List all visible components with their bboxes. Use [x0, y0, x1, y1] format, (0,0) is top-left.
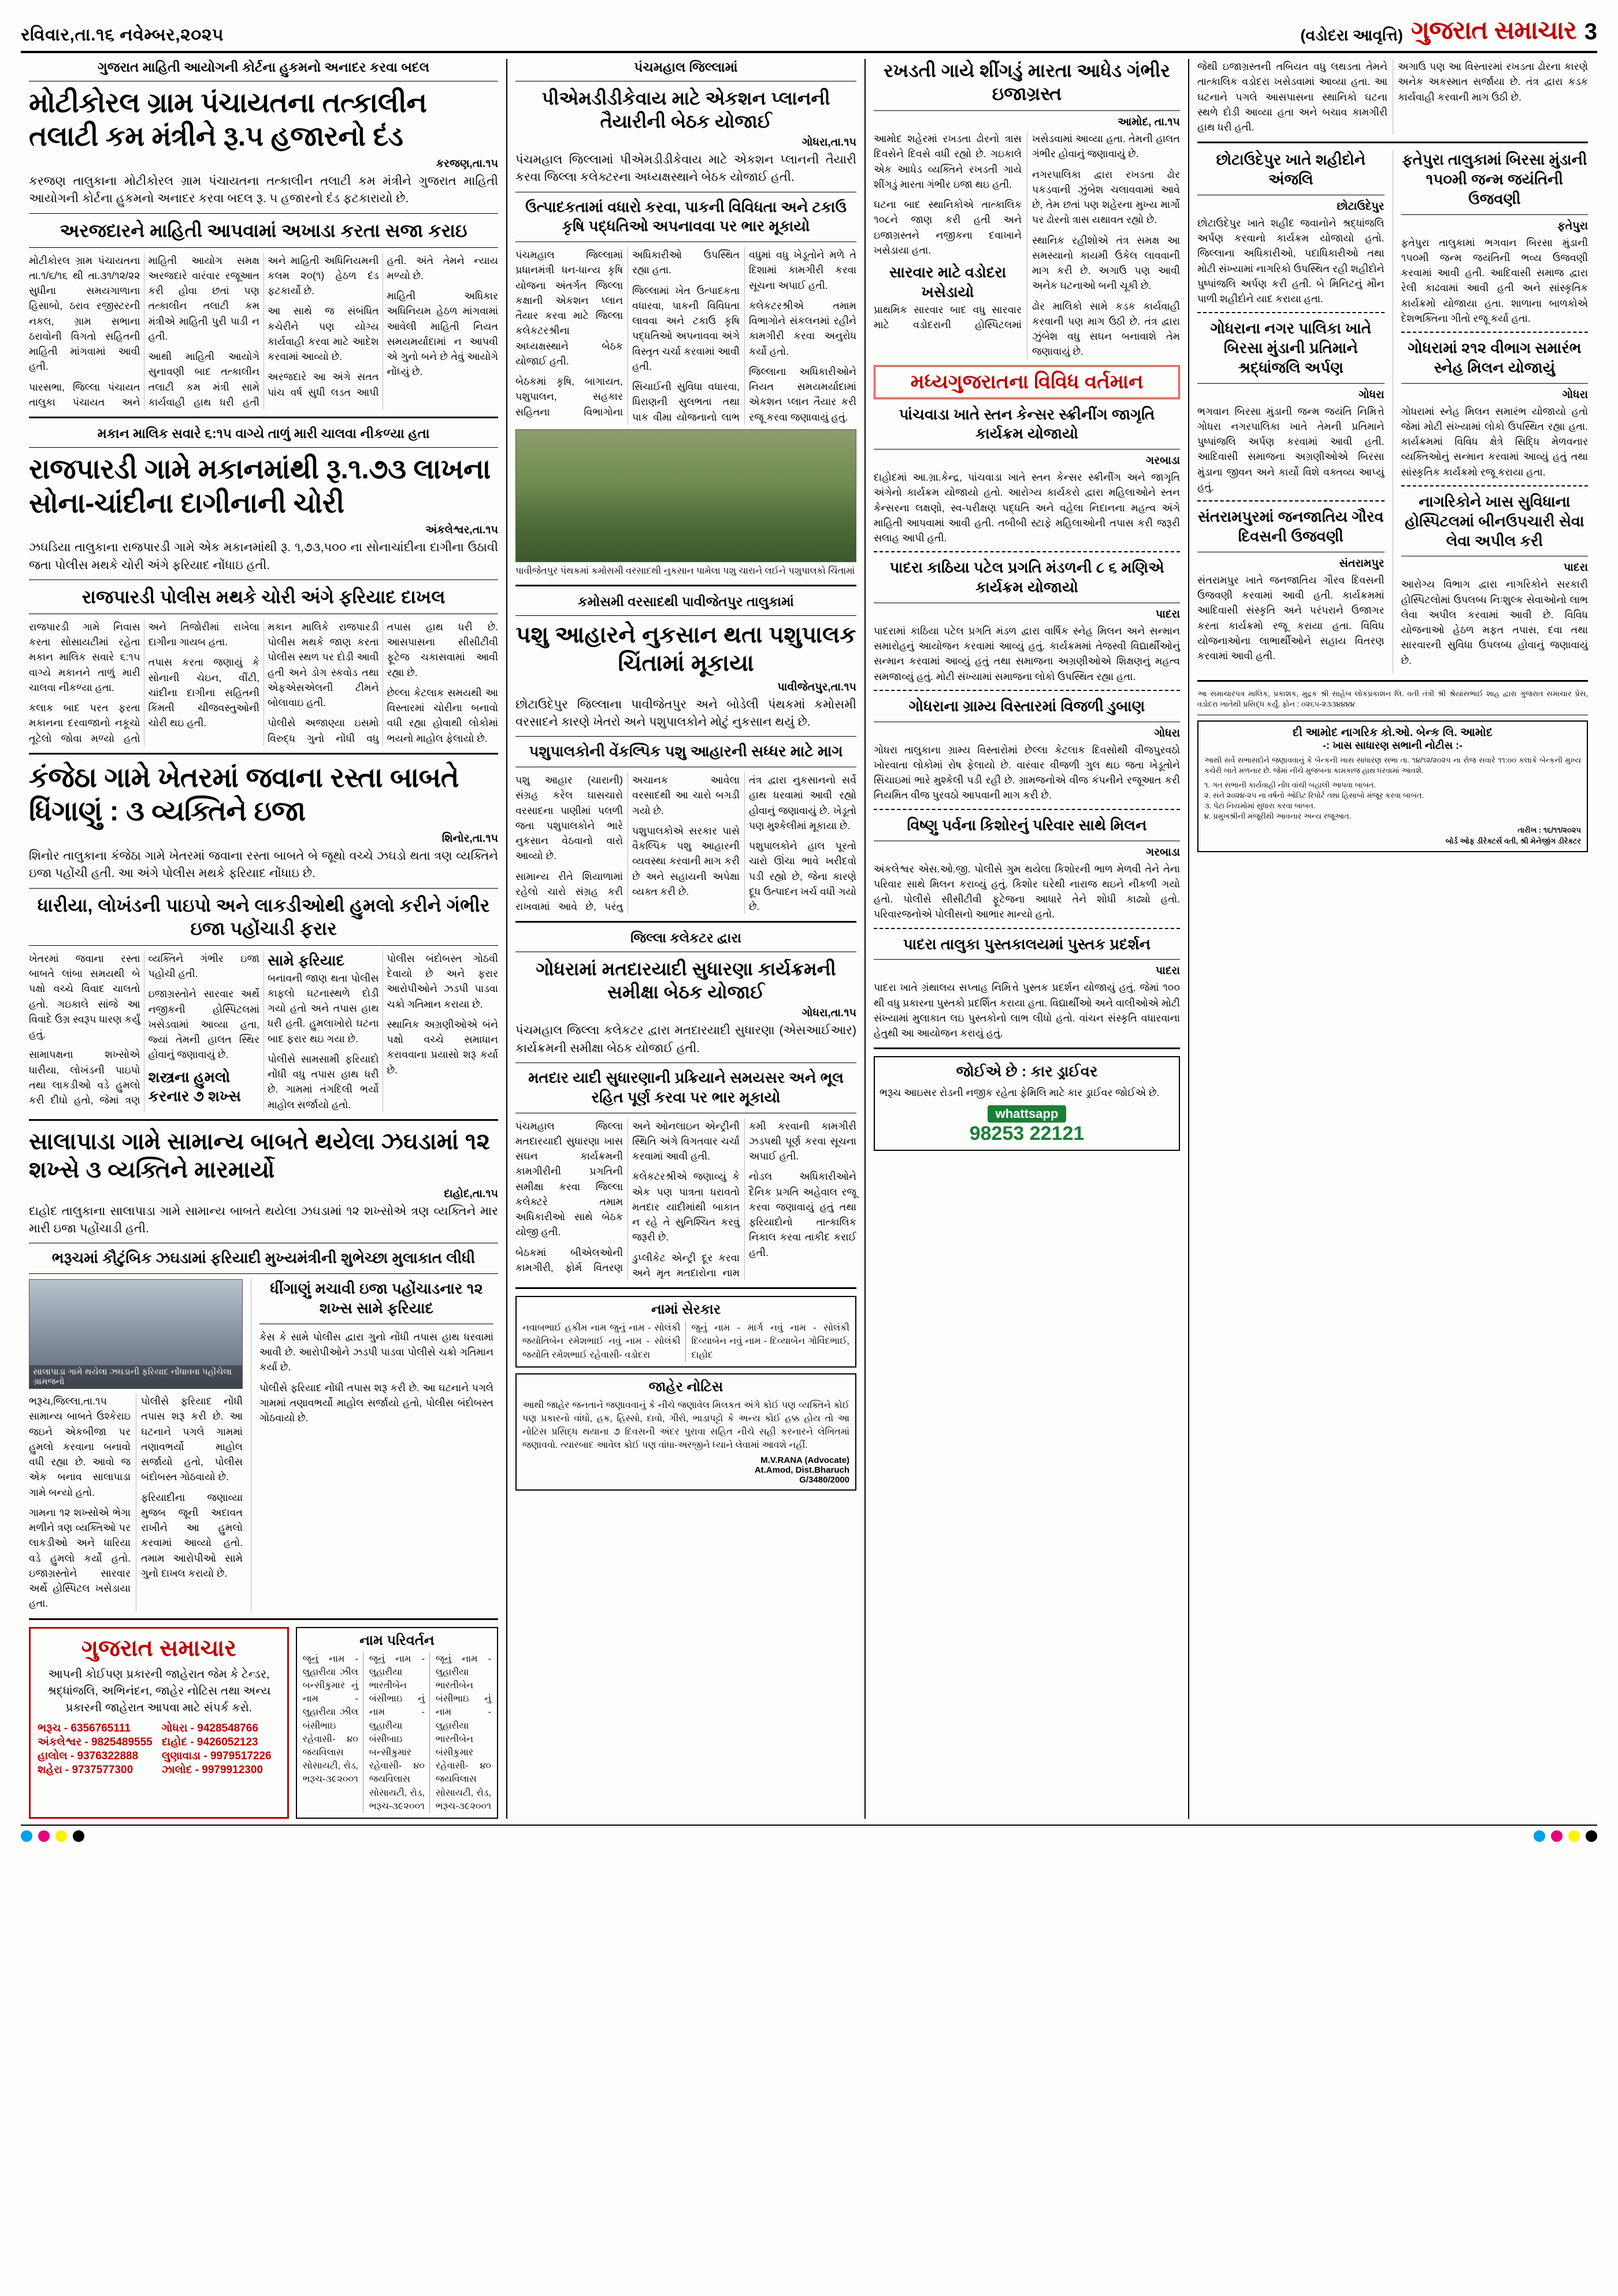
article-cow-attack-continued: [1197, 59, 1588, 135]
article-standfirst: શિનોર તાલુકાના કંજેઠા ગામે ખેતરમાં જવાના રસ્તા બાબતે બે જૂથો વચ્ચે ઝઘડો થતા ત્રણ વ્યક્તિને ઇજા પહોંચી હતી. આ અંગે પોલીસ મથકે ફરિયાદ નોંધાઇ છે.: [29, 849, 498, 880]
article-body: [29, 619, 498, 746]
paragraph: આથી માહિતી આયોગે સુનાવણી બાદ તત્કાલીન તલાટી કમ મંત્રી સામે કાર્યવાહી હાથ ધરી હતી અને માહિતી અધિનિયમની કલમ ૨૦(૧) હેઠળ દંડ ફટકાર્યો છે.: [148, 254, 379, 408]
article-kicker: ગુજરાત માહિતી આયોગની કોર્ટના હુકમનો અનાદર કરવા બદલ: [97, 60, 430, 75]
paragraph: પોલીસે અજાણ્યા ઇસમો વિરુદ્ધ ગુનો નોંધી વધુ તપાસ હાથ ધરી છે. આસપાસના સીસીટીવી ફૂટેજ ચકાસવામાં આવી રહ્યા છે.: [268, 621, 498, 744]
bank-notice-subtitle: -: ખાસ સાધારણ સભાની નોટીસ :-: [1322, 740, 1463, 752]
paragraph: કલાક બાદ પરત ફરતા મકાનના દરવાજાનો નકૂચો તૂટેલો જોવા મળ્યો હતો અને તિજોરીમાં રાખેલા દાગીના ગાયબ હતા.: [29, 621, 259, 744]
cmyk-dot-yellow: [55, 1830, 67, 1842]
article-headline: સાલાપાડા ગામે સામાન્ય બાબતે થયેલા ઝઘડામાં ૧૨ શખ્સે ૩ વ્યક્તિને મારમાર્યો: [29, 1128, 490, 1183]
brief-headline: ગોધરાના નગર પાલિકા ખાતે બિરસા મુંડાની પ્રતિમાને શ્રદ્ધાંજલિ અર્પણ: [1210, 319, 1372, 376]
article-standfirst: દાહોદ તાલુકાના સાલાપાડા ગામે સામાન્ય બાબતે થયેલા ઝઘડામાં ૧૨ શખ્સોએ ત્રણ વ્યક્તિને માર મારી ઇજા પહોંચાડી હતી.: [29, 1204, 498, 1235]
bank-notice-sign: બોર્ડ ઓફ ડીરેક્ટર્સ વતી, શ્રી મેનેજીંગ ડીરેક્ટર: [1445, 836, 1581, 845]
ad-phone[interactable]: હાલોલ - 9376322888: [38, 1749, 139, 1762]
paragraph: પંચમહાલ જિલ્લામાં પ્રધાનમંત્રી ધન-ધાન્ય કૃષિ યોજના અંતર્ગત જિલ્લા કક્ષાની એકશન પ્લાન તૈયાર કરવા માટે જિલ્લા કલેકટરશ્રીના અધ્યક્ષસ્થાને બેઠક યોજાઈ હતી.: [515, 249, 623, 367]
brief-body: ગોધરામાં સ્નેહ મિલન સમારંભ યોજાયો હતો જેમાં મોટી સંખ્યામાં લોકો ઉપસ્થિત રહ્યા હતા. કાર્યક્રમમાં વિવિધ ક્ષેત્રે સિદ્ધિ મેળવનાર વ્યક્તિઓનું સન્માન કરવામાં આવ્યું હતું તથા સાંસ્કૃતિક કાર્યક્રમો રજૂ કરાયા હતા.: [1401, 405, 1588, 478]
brief-dateline: ફતેપુરા: [1557, 220, 1588, 232]
article-headline: કંજેઠા ગામે ખેતરમાં જવાના રસ્તા બાબતે ધિંગાણું : ૩ વ્યક્તિને ઇજા: [29, 762, 459, 827]
paragraph: તપાસ કરતા જણાયું કે સોનાની ચેઇન, વીંટી, ચાંદીના દાગીના સહિતની કિંમતી ચીજવસ્તુઓની ચોરી થઇ હતી.: [148, 656, 259, 729]
article-voter-roll-review: [515, 930, 856, 1280]
name-correction-box: [515, 1296, 856, 1368]
article-rajpardi-theft: [29, 425, 498, 746]
ad-phone[interactable]: લુણાવાડા - 9979517226: [161, 1749, 272, 1762]
paragraph: પોલીસે સામસામી ફરિયાદો નોંધી વધુ તપાસ હાથ ધરી છે. ગામમાં તંગદિલી ભર્યો માહોલ સર્જાયો હતો.: [268, 1053, 379, 1110]
brief-dateline: પાદરા: [1155, 608, 1180, 621]
bank-notice-title: દી આમોદ નાગરિક કો.ઓ. બેન્ક લિ. આમોદ: [1292, 726, 1493, 740]
brief-dateline: ગરબાડા: [1146, 846, 1180, 859]
paragraph: આ સાથે જ સંબંધિત કચેરીને પણ યોગ્ય કાર્યવાહી કરવા માટે આદેશ કરવામાં આવ્યો છે.: [268, 305, 379, 363]
name-change-entry: જૂનું નામ - લુહારીયા ભારતીબેન બંસીભાઇ નું નામ - લુહારીયા ભારતીબેન બંસીકુમાર રહેવાસી- ૪૦ જયવિલાસ સોસાયટી, રોડ, ભરૂચ-૩૯૨૦૦૧: [435, 1654, 491, 1811]
article-body: [874, 131, 1180, 359]
whatsapp-badge[interactable]: whattsapp: [988, 1105, 1067, 1123]
public-notice-title: જાહેર નોટિસ: [648, 1379, 723, 1395]
article-body: [29, 253, 498, 410]
article-dateline: અંકલેશ્વર,તા.૧૫: [425, 524, 498, 537]
article-sidebar: [251, 1279, 493, 1611]
article-cow-attack: [874, 59, 1180, 359]
paragraph: બેઠકમાં બીએલઓની કામગીરી, ફોર્મ વિતરણ અને ઓનલાઇન એન્ટ્રીની સ્થિતિ અંગે વિગતવાર ચર્ચા કરવામાં આવી હતી.: [515, 1120, 740, 1273]
article-kicker: કમોસમી વરસાદથી પાવીજેતપુર તાલુકામાં: [578, 594, 794, 610]
ad-phone[interactable]: દાહોદ - 9426052123: [161, 1736, 258, 1748]
classified-title: જોઈએ છે : કાર ડ્રાઈવર: [956, 1062, 1098, 1080]
page-number: 3: [1584, 19, 1597, 44]
brief-headline: પાદરા તાલુકા પુસ્તકાલયમાં પુસ્તક પ્રદર્શન: [903, 935, 1151, 953]
article-headline: રાજપારડી ગામે મકાનમાંથી રૂ.૧.૭૩ લાખના સોના-ચાંદીના દાગીનાની ચોરી: [29, 454, 491, 519]
paragraph: મકાન માલિકે રાજપારડી પોલીસ મથકે જાણ કરતા પોલીસ સ્થળ પર દોડી આવી હતી અને ડોગ સ્કવોડ તથા એફએસએલની ટીમને બોલાવાઇ હતી.: [268, 621, 379, 709]
brief-grid: [1197, 150, 1588, 673]
brief-list: [874, 405, 1180, 1041]
brief-headline: છોટાઉદેપુર ખાતે શહીદોને અંજલિ: [1216, 151, 1365, 188]
paragraph: મોટીકોરલ ગ્રામ પંચાયતના તા.૧/૬/૧૬ થી તા.૩૧/૧૨/૨૨ સુધીના સમયગાળાના હિસાબો, ઠરાવ રજીસ્ટરની નકલ, ગ્રામ સભાના ઠરાવોની વિગતો સહિતની માહિતી માંગવામાં આવી હતી.: [29, 254, 140, 373]
paragraph: ઢોર માલિકો સામે કડક કાર્યવાહી કરવાની પણ માગ ઉઠી છે. તંત્ર દ્વારા ઝુંબેશ વધુ સઘન બનાવાશે તેમ જણાવાયું છે.: [1032, 300, 1180, 358]
article-subhead: ભરૂચમાં કૌટુંબિક ઝઘડામાં ફરિયાદી મુખ્યમંત્રીની શુભેચ્છા મુલાકાત લીધી: [51, 1249, 476, 1267]
cmyk-dot-cyan: [21, 1830, 32, 1842]
brief-headline: ફતેપુરા તાલુકામાં બિરસા મુંડાની ૧૫૦મી જન્મ જયંતિની ઉજવણી: [1402, 151, 1587, 207]
article-subhead: રાજપારડી પોલીસ મથકે ચોરી અંગે ફરિયાદ દાખલ: [81, 586, 446, 607]
article-subhead: ધારીયા, લોખંડની પાઇપો અને લાકડીઓથી હુમલો કરીને ગંભીર ઇજા પહોંચાડી ફરાર: [37, 894, 490, 939]
brief-body: સંતરામપુર ખાતે જનજાતિય ગૌરવ દિવસની ઉજવણી કરવામાં આવી હતી. કાર્યક્રમમાં આદિવાસી સંસ્કૃતિ અને પરંપરાને ઉજાગર કરતા કાર્યક્રમો રજૂ કરાયા હતા. વિવિધ યોજનાઓના લાભાર્થીઓને સહાય વિતરણ કરવામાં આવી હતી.: [1197, 574, 1385, 662]
paragraph: જિલ્લાના અધિકારીઓને નિયત સમયમર્યાદામાં એકશન પ્લાન તૈયાર કરી રજૂ કરવા જણાવાયું હતું.: [749, 365, 856, 423]
column-2: [506, 59, 864, 1819]
bank-notice-item: ૪. પ્રમુખશ્રીની મંજૂરીથી આવનાર અન્ય રજૂઆત.: [1204, 812, 1352, 821]
publisher-imprint: આ સમાચારપત્ર માલિક, પ્રકાશક, મુદ્રક શ્રી સાહેબ લોકપ્રકાશન લિ. વતી તંત્રી શ્રી શ્રેયાંસભાઈ શાહ દ્વારા ગુજરાત સમાચાર પ્રેસ, વડોદરા ખાતેથી પ્રસિદ્ધ કર્યું. ફોન : ૦૨૬૫-૨૩૩૪૪૪૪: [1197, 689, 1588, 709]
paragraph: પોલીસે ફરિયાદ નોંધી તપાસ શરૂ કરી છે. આ ઘટનાને પગલે ગામમાં તણાવભર્યો માહોલ સર્જાયો હતો, પોલીસ બંદોબસ્ત ગોઠવાયો છે.: [141, 1395, 243, 1483]
brief-body: ગોધરા તાલુકાના ગ્રામ્ય વિસ્તારોમાં છેલ્લા કેટલાક દિવસોથી વીજપુરવઠો ખોરવાતા લોકોમાં રોષ ફેલાયો છે. વારંવાર વીજળી ગુલ થઇ જતા ખેડૂતોને સિંચાઇમાં ભારે મુશ્કેલી પડી રહી છે. ગ્રામજનોએ વીજ કંપનીને રજૂઆત કરી નિયમિત વીજ પુરવઠો આપવાની માગ કરી છે.: [874, 744, 1180, 801]
brief-dateline: ગોધરા: [1359, 388, 1385, 401]
ad-text: આપની કોઈપણ પ્રકારની જાહેરાત જેમ કે ટેન્ડર, શ્રદ્ધાંજલિ, અભિનંદન, જાહેર નોટિસ તથા અન્ય પ્રકારની જાહેરાત આપવા માટે સંપર્ક કરો.: [47, 1667, 271, 1714]
name-change-notices: [296, 1627, 498, 1819]
paragraph: બનાવની જાણ થતા પોલીસ કાફલો ઘટનાસ્થળે દોડી ગયો હતો અને તપાસ હાથ ધરી હતી. હુમલાખોરો ઘટના બાદ ફરાર થઇ ગયા છે.: [268, 972, 379, 1045]
masthead-edition: (વડોદરા આવૃત્તિ): [1300, 27, 1403, 44]
paragraph: ડુપ્લીકેટ એન્ટ્રી દૂર કરવા અને મૃત મતદારોના નામ કમી કરવાની કામગીરી ઝડપથી પૂર્ણ કરવા સૂચના અપાઈ હતી.: [632, 1120, 856, 1279]
paragraph: છેલ્લા કેટલાક સમયથી આ વિસ્તારમાં ચોરીના બનાવો વધી રહ્યા હોવાથી લોકોમાં ભયનો માહોલ ફેલાયો છે.: [387, 686, 498, 744]
section-banner-madhyagujarat: મધ્યગુજરાતના વિવિધ વર્તમાન: [874, 365, 1180, 399]
article-subhead: પશુપાલકોની વેંકલ્પિક પશુ આહારની સધ્ધર માટે માગ: [529, 742, 843, 760]
paragraph: આમોદ શહેરમાં રખડતા ઢોરનો ત્રાસ દિવસેને દિવસે વધી રહ્યો છે. ગઇકાલે એક આધેડ વ્યક્તિને રખડતી ગાયે શીંગડું મારતા ગંભીર ઇજા થઇ હતી.: [874, 133, 1022, 190]
article-body: [515, 1119, 856, 1281]
masthead: [21, 16, 1597, 53]
cmyk-dot-black: [73, 1830, 84, 1842]
brief-headline: ગોધરાના ગ્રામ્ય વિસ્તારમાં વિજળી ડુબાણ: [908, 697, 1145, 715]
news-brief: [874, 935, 1180, 1041]
column-3: [864, 59, 1188, 1819]
ad-phone[interactable]: ગોધરા - 9428548766: [161, 1722, 258, 1734]
brief-dateline: ગોધરા: [1562, 388, 1588, 401]
article-standfirst: ઝઘડિયા તાલુકાના રાજપારડી ગામે એક મકાનમાંથી રૂ. ૧,૭૩,૫૦૦ ના સોનાચાંદીના દાગીના ઉઠાવી જતા પોલીસ મથકે ચોરી અંગે ફરિયાદ નોંધાઇ હતી.: [29, 541, 498, 572]
cmyk-dot-cyan: [1534, 1830, 1545, 1842]
name-change-entry: જૂનું નામ - લુહારીયા ભારતીબેન બંસીભાઇ નું નામ - લુહારીયા બંસીબાઇ બન્સીકુમાર રહેવાસી- ૪૦ જયવિલાસ સોસાયટી, રોડ, ભરૂચ-૩૯૨૦૦૧: [369, 1652, 430, 1813]
registration-marks-right: [1534, 1830, 1597, 1842]
article-headline: રખડતી ગાયે શીંગડું મારતા આધેડ ગંભીર ઇજાગ્રસ્ત: [884, 60, 1170, 104]
ad-phone[interactable]: ભરૂચ - 6356765111: [38, 1722, 131, 1734]
brief-dateline: ગોધરા: [1154, 727, 1180, 740]
column-4: [1188, 59, 1596, 1819]
news-brief: [1401, 339, 1589, 480]
paragraph: અરજદારે આ અંગે સતત પાંચ વર્ષ સુધી લડત આપી હતી. અંતે તેમને ન્યાય મળ્યો છે.: [268, 254, 498, 398]
article-cattle-fodder-loss: [515, 593, 856, 914]
article-dateline: કરજણ,તા.૧૫: [436, 157, 498, 170]
article-headline: પશુ આહારને નુકસાન થતા પશુપાલક ચિંતામાં મૂકાયા: [515, 622, 856, 676]
paragraph: સામાન્ય રીતે શિયાળામાં રહેલો ચારો સંગ્રહ કરી રાખવામાં આવે છે, પરંતુ અચાનક આવેલા વરસાદથી આ ચારો બગડી ગયો છે.: [515, 774, 740, 913]
advertisement-contact[interactable]: [29, 1627, 289, 1819]
paragraph: સ્થાનિક અગ્રણીઓએ બંને પક્ષો વચ્ચે સમાધાન કરાવવાના પ્રયાસો શરૂ કર્યા છે.: [387, 1018, 498, 1076]
article-subhead-2: શસ્ત્રના હુમલો કરનાર ૭ શખ્સ સામે ફરિયાદ: [148, 951, 345, 1105]
paragraph: પશુપાલકોએ સરકાર પાસે વૈકલ્પિક પશુ આહારની વ્યવસ્થા કરવાની માગ કરી છે અને સહાયની અપેક્ષા વ્યક્ત કરી છે.: [632, 824, 740, 897]
article-kanjetha-clash: [29, 761, 498, 1112]
ad-phone[interactable]: અંકલેશ્વર - 9825489555: [38, 1736, 153, 1748]
bank-notice-item: ૩. પેટા નિયમોમાં સુધારા કરવા બાબત.: [1204, 801, 1316, 810]
news-brief: [874, 405, 1180, 546]
notice-signature-name: M.V.RANA (Advocate): [760, 1455, 849, 1466]
public-notice-body: આથી જાહેર જનતાને જણાવવાનું કે નીચે જણાવેલ મિલકત અંગે કોઈ પણ વ્યક્તિને કોઈ પણ પ્રકારનો વાંધો, હક, હિસ્સો, દાવો, ગીરો, ભાડાપટ્ટો કે અન્ય કોઈ હક્ક હોય તો આ નોટિસ પ્રસિદ્ધ થયાના ૭ દિવસની અંદર પુરાવા સહિત નીચે સહી કરનારને લેખિતમાં જણાવવો. ત્યારબાદ આવેલ કોઈ પણ વાંધા-અરજીને ધ્યાને લેવામાં આવશે નહીં.: [522, 1400, 849, 1451]
name-correction-title: નામાં સેરકાર: [651, 1302, 721, 1318]
masthead-date: રવિવાર,તા.૧૬ નવેમ્બર,૨૦૨૫: [21, 25, 224, 44]
paragraph: સિંચાઈની સુવિધા વધારવા, ધિરાણની સુલભતા તથા પાક વીમા યોજનાનો લાભ વધુમાં વધુ ખેડૂતોને મળે તે દિશામાં કામગીરી કરવા સૂચના અપાઈ હતી.: [632, 249, 856, 423]
paragraph: રાજપારડી ગામે નિવાસ કરતા સોસાયટીમાં રહેતા મકાન માલિક સવારે ૬:૧૫ વાગ્યે મકાનને તાળું મારી ચાલવા નીકળ્યા હતા.: [29, 621, 140, 693]
paragraph: પશુ આહાર (ચારાની) સંગ્રહ કરેલ ઘાસચારો વરસાદના પાણીમાં પલળી જતા પશુપાલકોને ભારે નુકસાન વેઠવાનો વારો આવ્યો છે.: [515, 774, 623, 862]
masthead-brand: ગુજરાત સમાચાર: [1411, 16, 1576, 44]
column-1: [21, 59, 506, 1819]
paragraph: પશુપાલકોને હાલ પૂરતો ચારો ઊંચા ભાવે ખરીદવો પડી રહ્યો છે, જેના કારણે દૂધ ઉત્પાદન ખર્ચ વધી ગયો છે.: [749, 840, 856, 913]
article-dateline: ગોધરા,તા.૧૫: [801, 1007, 856, 1020]
paragraph: નગરપાલિકા દ્વારા રખડતા ઢોર પકડવાની ઝુંબેશ ચલાવવામાં આવે છે, તેમ છતાં પણ શહેરના મુખ્ય માર્ગો પર ઢોરનો ત્રાસ યથાવત રહ્યો છે.: [1032, 168, 1180, 226]
classified-driver-wanted[interactable]: [874, 1056, 1180, 1151]
paragraph: ગામના ૧૨ શખ્સોએ ભેગા મળીને ત્રણ વ્યક્તિઓ પર લાકડીઓ અને ધારિયા વડે હુમલો કર્યો હતો. ઇજાગ્રસ્તોને સારવાર અર્થે હોસ્પિટલ ખસેડાયા હતા.: [29, 1506, 131, 1610]
article-subhead: મતદાર યાદી સુધારણાની પ્રક્રિયાને સમયસર અને ભૂલ રહિત પૂર્ણ કરવા પર ભાર મૂકાયો: [528, 1069, 844, 1106]
article-headline: મોટીકોરલ ગ્રામ પંચાયતના તત્કાલીન તલાટી કમ મંત્રીને રૂ.૫ હજારનો દંડ: [29, 87, 427, 153]
news-brief: [1197, 150, 1385, 306]
brief-dateline: સંતરામપુર: [1339, 557, 1385, 570]
photo-caption: સાલાપાડા ગામે થયેલા ઝઘડાની ફરિયાદ નોંધાવવા પહોંચેલા ગ્રામજનો: [29, 1365, 242, 1388]
notice-signature-ref: G/3480/2000: [799, 1475, 849, 1485]
brief-dateline: ગરબાડા: [1146, 455, 1180, 467]
news-brief: [874, 697, 1180, 803]
news-brief: [874, 558, 1180, 684]
paragraph: કલેકટરશ્રીએ જણાવ્યું કે એક પણ પાત્રતા ધરાવતો મતદાર યાદીમાંથી બાકાત ન રહે તે સુનિશ્ચિત કરવું જરૂરી છે.: [632, 1171, 740, 1243]
paragraph: કલેકટરશ્રીએ તમામ વિભાગોને સંકલનમાં રહીને કામગીરી કરવા અનુરોધ કર્યો હતો.: [749, 299, 856, 357]
article-body: [29, 1394, 243, 1611]
sidebar-headline: ધીંગાણું મચાવી ઇજા પહોંચાડનાર ૧૨ શખ્સ સામે ફરિયાદ: [270, 1280, 483, 1317]
article-subhead: અરજદારને માહિતી આપવામાં અખાડા કરતા સજા કરાઇ: [60, 220, 467, 241]
ad-phone[interactable]: ઝાલોદ - 9979912300: [161, 1763, 263, 1776]
brief-dateline: પાદરા: [1563, 562, 1588, 574]
cmyk-dot-magenta: [38, 1830, 50, 1842]
article-headline: ગોધરામાં મતદારયાદી સુધારણા કાર્યક્રમની સમીક્ષા બેઠક યોજાઈ: [536, 958, 836, 1003]
paragraph: જેથી ઇજાગ્રસ્તની તબિયત વધુ લથડતા તેમને તાત્કાલિક વડોદરા ખસેડવામાં આવ્યા હતા. આ ઘટનાને પગલે આસપાસના સ્થાનિકો ઘટના સ્થળે દોડી આવ્યા હતા અને બચાવ કામગીરી હાથ ધરી હતી.: [1197, 61, 1387, 133]
brief-body: પાદરામાં કાઠિયા પટેલ પ્રગતિ મંડળ દ્વારા વાર્ષિક સ્નેહ મિલન અને સન્માન સમારોહનું આયોજન કરવામાં આવ્યું હતું. કાર્યક્રમમાં તેજસ્વી વિદ્યાર્થીઓનું સન્માન કરવામાં આવ્યું હતું તથા સમાજના અગ્રણીઓએ શિક્ષણનું મહત્વ સમજાવ્યું હતું. મોટી સંખ્યામાં સમાજના લોકો ઉપસ્થિત રહ્યા હતા.: [874, 625, 1180, 682]
article-salapada-assault: [29, 1128, 498, 1611]
article-kicker: પંચમહાલ જિલ્લામાં: [634, 60, 738, 75]
article-dateline: પાવીજેતપુર,તા.૧૫: [777, 681, 856, 693]
registration-marks: [21, 1830, 84, 1842]
name-change-entry: જૂનું નામ - લુહારીયા ઝીલ બન્સીકુમાર નું નામ - લુહારીયા ઝીલ બંસીભાઇ રહેવાસી- ૪૦ જયવિલાસ સોસાયટી, રોડ, ભરૂચ-૩૯૨૦૦૧: [303, 1652, 363, 1813]
article-body: [515, 247, 856, 425]
article-body: [515, 772, 856, 914]
paragraph: ફરિયાદીના જણાવ્યા મુજબ જૂની અદાવત રાખીને આ હુમલો કરવામાં આવ્યો હતો. તમામ આરોપીઓ સામે ગુનો દાખલ કરાયો છે.: [141, 1491, 243, 1579]
brief-headline: પાદરા કાઠિયા પટેલ પ્રગતિ મંડળની ૮ ૬ મણિએ કાર્યક્રમ યોજાયો: [889, 559, 1164, 596]
article-standfirst: કરજણ તાલુકાના મોટીકોરલ ગ્રામ પંચાયતના તત્કાલીન તલાટી કમ મંત્રીને ગુજરાત માહિતી આયોગની કોર્ટના હુકમનો અનાદર કરવા બદલ રૂ. ૫ હજારનો દંડ ફટકારાયો છે.: [29, 174, 498, 206]
brief-body: ભગવાન બિરસા મુંડાની જન્મ જયંતિ નિમિત્તે ગોધરા નગરપાલિકા ખાતે તેમની પ્રતિમાને પુષ્પાંજલિ અર્પણ કરવામાં આવી હતી. આદિવાસી સમાજના અગ્રણીઓએ બિરસા મુંડાના જીવન અને કાર્યો વિશે વક્તવ્ય આપ્યું હતું.: [1197, 405, 1385, 493]
article-kicker: મકાન માલિક સવારે ૬:૧૫ વાગ્યે તાળું મારી ચાલવા નીકળ્યા હતા: [97, 426, 430, 441]
article-moticoral-fine: [29, 59, 498, 410]
paragraph: સ્થાનિક રહીશોએ તંત્ર સમક્ષ આ સમસ્યાનો કાયમી ઉકેલ લાવવાની માગ કરી છે. અગાઉ પણ આવી અનેક ઘટનાઓ બની ચૂકી છે.: [1032, 234, 1180, 292]
article-dateline: આમોદ, તા.૧૫: [1118, 116, 1180, 128]
name-correction-entry: નવાબભાઈ હકીમ નામ જુનું નામ - સોલંકી જયોતિબેન રમેશભાઈ નવું નામ - સોલંકી જયોતિ રમેશભાઈ રહેવાસી- વડોદરા: [522, 1321, 686, 1362]
news-brief: [1197, 507, 1385, 663]
bank-notice-item: ૧. ગત સભાની કાર્યવાહી નોંધ વાંચી બહાલી આપવા બાબત.: [1204, 780, 1376, 789]
cmyk-dot-magenta: [1551, 1830, 1563, 1842]
paragraph: તંત્ર દ્વારા નુકસાનનો સર્વે હાથ ધરવામાં આવી રહ્યો હોવાનું જણાવાયું છે. ખેડૂતો પણ મુશ્કેલીમાં મૂકાયા છે.: [749, 774, 856, 831]
article-standfirst: પંચમહાલ જિલ્લામાં પીએમડીડીકેવાય માટે એકશન પ્લાનની તૈયારી કરવા જિલ્લા કલેક્ટરના અધ્યક્ષસ્થાને બેઠક યોજાઈ હતી.: [515, 153, 856, 184]
article-standfirst: પંચમહાલ જિલ્લા કલેકટર દ્વારા મતદારયાદી સુધારણા (એસઆઈઆર) કાર્યક્રમની સમીક્ષા બેઠક યોજાઈ હતી.: [515, 1024, 856, 1055]
brief-headline: વિષ્ણુ પર્વના કિશોરનું પરિવાર સાથે મિલન: [907, 816, 1147, 834]
brief-body: પાદરા ખાતે ગ્રંથાલય સપ્તાહ નિમિત્તે પુસ્તક પ્રદર્શન યોજાયું હતું. જેમાં ૧૦૦ થી વધુ પ્રકારના પુસ્તકો પ્રદર્શિત કરાયા હતા. વિદ્યાર્થીઓ અને વાલીઓએ મોટી સંખ્યામાં મુલાકાત લઇ પુસ્તકોનો લાભ લીધો હતો. વાંચન સંસ્કૃતિ વધારવાના હેતુથી આ આયોજન કરાયું હતું.: [874, 982, 1180, 1039]
brief-headline: ગોધરામાં ૨૧૨ વીભાગ સમારંભ સ્નેહ મિલન યોજાયું: [1408, 339, 1582, 376]
brief-body: આરોગ્ય વિભાગ દ્વારા નાગરિકોને સરકારી હોસ્પિટલોમાં ઉપલબ્ધ નિઃશુલ્ક સેવાઓનો લાભ લેવા અપીલ કરવામાં આવી છે. વિવિધ યોજનાઓ હેઠળ મફત તપાસ, દવા તથા સારવારની સુવિધા ઉપલબ્ધ હોવાનું જણાવાયું છે.: [1401, 578, 1588, 666]
brief-body: અંકલેશ્વર એસ.ઓ.જી. પોલીસે ગુમ થયેલા કિશોરની ભાળ મેળવી તેને તેના પરિવાર સાથે મિલન કરાવ્યું હતું. કિશોર ઘરેથી નારાજ થઇને નીકળી ગયો હતો. પોલીસે સીસીટીવી ફૂટેજના આધારે તેને શોધી કાઢ્યો હતો. પરિવારજનોએ પોલીસનો આભાર માન્યો હતો.: [874, 863, 1180, 920]
whatsapp-number[interactable]: 98253 22121: [969, 1123, 1085, 1145]
paragraph: કેસ કે સામે પોલીસ દ્વારા ગુનો નોંધી તપાસ હાથ ધરવામાં આવી છે. આરોપીઓને ઝડપી પાડવા પોલીસે ચક્રો ગતિમાન કર્યા છે.: [259, 1331, 493, 1373]
paragraph: ઇજાગ્રસ્તોને સારવાર અર્થે નજીકની હોસ્પિટલમાં ખસેડવામાં આવ્યા હતા, જ્યાં તેમની હાલત સ્થિર હોવાનું જણાવાયું છે.: [148, 988, 259, 1061]
paragraph: પોલીસ બંદોબસ્ત ગોઠવી દેવાયો છે અને ફરાર આરોપીઓને ઝડપી પાડવા ચક્રો ગતિમાન કરાયા છે.: [387, 952, 498, 1010]
cmyk-dot-black: [1586, 1830, 1597, 1842]
cmyk-dot-yellow: [1568, 1830, 1580, 1842]
paragraph: પારસભા, જિલ્લા પંચાયત તાલુકા પંચાયત અને માહિતી આયોગ સમક્ષ અરજદારે વારંવાર રજૂઆત કરી હોવા છતાં પણ તત્કાલીન તલાટી કમ મંત્રીએ માહિતી પુરી પાડી ન હતી.: [29, 254, 259, 408]
brief-dateline: છોટાઉદેપુર: [1337, 200, 1385, 213]
paragraph: નોડલ અધિકારીઓને દૈનિક પ્રગતિ અહેવાલ રજૂ કરવા જણાવાયું હતું તથા ફરિયાદોનો તાત્કાલિક નિકાલ કરવા તાકીદ કરાઈ હતી.: [749, 1171, 856, 1258]
name-change-title: નામ પરિવર્તન: [359, 1632, 435, 1648]
article-standfirst: છોટાઉદેપુર જિલ્લાના પાવીજેતપુર અને બોડેલી પંથકમાં કમોસમી વરસાદને કારણે ખેતરો અને પશુપાલકોને મોટું નુકસાન થયું છે.: [515, 697, 856, 729]
news-brief: [1401, 492, 1589, 668]
article-body: [29, 951, 498, 1112]
bank-notice-item: ૨. સને ૨૦૨૪-૨૫ ના વર્ષનો ઓડિટ રિપોર્ટ તથા હિસાબો મંજૂર કરવા બાબત.: [1204, 790, 1424, 800]
notice-signature-address: At.Amod, Dist.Bharuch: [754, 1465, 849, 1476]
paragraph: બેઠકમાં કૃષિ, બાગાયત, પશુપાલન, સહકાર સહિતના વિભાગોના અધિકારીઓ ઉપસ્થિત રહ્યા હતા.: [515, 249, 740, 418]
brief-body: ફતેપુરા તાલુકામાં ભગવાન બિરસા મુંડાની ૧૫૦મી જન્મ જયંતિની ભવ્ય ઉજવણી કરવામાં આવી હતી. આદિવાસી સમાજ દ્વારા રેલી કાઢવામાં આવી હતી અને સાંસ્કૃતિક કાર્યક્રમો યોજાયા હતા. શાળાના બાળકોએ દેશભક્તિના ગીતો રજૂ કર્યા હતા.: [1401, 236, 1588, 324]
brief-headline: સંતરામપુરમાં જનજાતિય ગૌરવ દિવસની ઉજવણી: [1197, 508, 1384, 545]
classified-text: ભરૂચ આઇસર રોડની નજીક રહેતા ફેમિલિ માટે કાર ડ્રાઈવર જોઈએ છે.: [879, 1087, 1160, 1099]
brief-body: દાહોદમાં આ.ગ્રા.કેન્દ્ર, પાંચવાડા ખાતે સ્તન કેન્સર સ્ક્રીનીંગ અને જાગૃતિ અંગેનો કાર્યક્રમ યોજાયો હતો. આરોગ્ય કાર્યકરો દ્વારા મહિલાઓને સ્તન કેન્સરના લક્ષણો, સ્વ-પરીક્ષણ પદ્ધતિ અને વહેલા નિદાનના મહત્વ અંગે માહિતી આપવામાં આવી હતી. તબીબી સ્ટાફે મહિલાઓની તપાસ કરી જરૂરી સલાહ આપી હતી.: [874, 471, 1180, 544]
article-kicker: જિલ્લા કલેકટર દ્વારા: [630, 930, 741, 946]
paragraph: ભરૂચ,જિલ્લા,તા.૧૫ સામાન્ય બાબતે ઉશ્કેરાઇ જઇને એકબીજા પર હુમલો કરવાના બનાવો વધી રહ્યા છે. આવો જ એક બનાવ સાલાપાડા ગામે બન્યો હતો.: [29, 1395, 131, 1498]
ad-brand-title: ગુજરાત સમાચાર: [81, 1635, 236, 1661]
page-footer: [21, 1825, 1597, 1842]
news-brief: [1401, 150, 1589, 326]
brief-body: છોટાઉદેપુર ખાતે શહીદ જવાનોને શ્રદ્ધાંજલિ અર્પણ કરવાનો કાર્યક્રમ યોજાયો હતો. જિલ્લાના અધિકારીઓ, પદાધિકારીઓ તથા મોટી સંખ્યામાં નાગરિકો ઉપસ્થિત રહી શહીદોને પુષ્પાંજલિ અર્પણ કરી હતી. બે મિનિટનું મૌન પાળી શહીદોને યાદ કરાયા હતા.: [1197, 217, 1385, 305]
name-correction-entry: જુનું નામ - માર્ગ નવું નામ - સોલંકી દિવ્યાબેન નવું નામ - દિવ્યાબેન ગોવિંદભાઈ, દાહોદ: [691, 1323, 849, 1360]
public-notice-box: [515, 1373, 856, 1491]
brief-headline: નાગરિકોને ખાસ સુવિધાના હોસ્પિટલમાં બીનઉપચારી સેવા લેવા અપીલ કરી: [1405, 492, 1584, 549]
article-subhead: ઉત્પાદકતામાં વધારો કરવા, પાકની વિવિધતા અને ટકાઉ કૃષિ પદ્ધતિઓ અપનાવવા પર ભાર મૂકાયો: [525, 198, 847, 235]
article-pmddky-meeting: [515, 59, 856, 425]
paragraph: જિલ્લામાં ખેત ઉત્પાદકતા વધારવા, પાકની વિવિધતા લાવવા અને ટકાઉ કૃષિ પદ્ધતિઓ અપનાવવા અંગે વિસ્તૃત ચર્ચા કરવામાં આવી હતી.: [632, 284, 740, 372]
news-brief: [1197, 319, 1385, 495]
page-columns: [21, 59, 1597, 1819]
ad-phone-list[interactable]: [38, 1722, 280, 1777]
paragraph: પોલીસે ફરિયાદ નોંધી તપાસ શરૂ કરી છે. આ ઘટનાને પગલે ગામમાં તણાવભર્યો માહોલ સર્જાયો હતો, પોલીસ બંદોબસ્ત ગોઠવાયો છે.: [259, 1381, 493, 1424]
bank-agm-notice: [1197, 720, 1588, 852]
news-brief: [874, 816, 1180, 922]
article-dateline: ગોધરા,તા.૧૫: [801, 136, 856, 148]
article-photo: [29, 1279, 243, 1389]
bank-notice-date: તારીખ : ૧૬/૧૧/૨૦૨૫: [1517, 826, 1581, 835]
article-dateline: શિનોર,તા.૧૫: [441, 833, 498, 845]
article-headline: પીએમડીડીકેવાય માટે એકશન પ્લાનની તૈયારીની બેઠક યોજાઈ: [541, 87, 830, 132]
article-photo-field: [515, 429, 856, 562]
paragraph: અગાઉ પણ આ વિસ્તારમાં રખડતા ઢોરના કારણે અનેક અકસ્માત સર્જાયા છે. તંત્ર દ્વારા કડક કાર્યવાહી કરવાની માગ ઉઠી છે.: [1398, 61, 1588, 103]
paragraph: ખેતરમાં જવાના રસ્તા બાબતે લાંબા સમયથી બે પક્ષો વચ્ચે વિવાદ ચાલતો હતો. ગઇકાલે સાંજે આ વિવાદે ઉગ્ર સ્વરૂપ ધારણ કર્યું હતું.: [29, 952, 140, 1041]
paragraph: સામાપક્ષના શખ્સોએ ધારીયા, લોખંડની પાઇપો તથા લાકડીઓ વડે હુમલો કરી દીધો હતો, જેમાં ત્રણ વ્યક્તિને ગંભીર ઇજા પહોંચી હતી.: [29, 952, 259, 1106]
ad-phone[interactable]: શહેરા - 9737577300: [38, 1763, 133, 1776]
brief-dateline: પાદરા: [1155, 965, 1180, 978]
brief-headline: પાંચવાડા ખાતે સ્તન કેન્સર સ્ક્રીનીંગ જાગૃતિ કાર્યક્રમ યોજાયો: [899, 405, 1155, 443]
photo-caption: પાવીજેતપુર પંથકમાં કમોસમી વરસાદથી નુકસાન પામેલા પશુ ચારાને લઈને પશુપાલકો ચિંતામાં: [515, 566, 855, 576]
paragraph: માહિતી અધિકાર અધિનિયમ હેઠળ માંગવામાં આવેલી માહિતી નિયત સમયમર્યાદામાં ન આપવી એ ગુનો બને છે તેવું આયોગે નોંધ્યું છે.: [387, 290, 498, 378]
article-dateline: દાહોદ,તા.૧૫: [444, 1187, 498, 1200]
paragraph: પ્રાથમિક સારવાર બાદ વધુ સારવાર માટે વડોદરાની હોસ્પિટલમાં ખસેડવામાં આવ્યા હતા. તેમની હાલત ગંભીર હોવાનું જણાવાયું છે.: [874, 133, 1180, 330]
article-subhead: સારવાર માટે વડોદરા ખસેડાયો: [889, 263, 1007, 300]
bank-notice-body: આથી સર્વે સભાસદોને જણાવવાનું કે બેન્કની ખાસ સાધારણ સભા તા. ૧૪/૧૨/૨૦૨૫ ના રોજ સવારે ૧૧:૦૦ કલાકે બેન્કની મુખ્ય કચેરી ખાતે મળનાર છે. જેમાં નીચે મુજબના કામકાજ હાથ ધરવામાં આવશે.: [1204, 756, 1581, 775]
paragraph: પંચમહાલ જિલ્લા મતદારયાદી સુધારણા ખાસ સઘન કાર્યક્રમની કામગીરીની પ્રગતિની સમીક્ષા કરવા જિલ્લા કલેક્ટરે તમામ અધિકારીઓ સાથે બેઠક યોજી હતી.: [515, 1120, 623, 1238]
paragraph: ઘટના બાદ સ્થાનિકોએ તાત્કાલિક ૧૦૮ને જાણ કરી હતી અને ઇજાગ્રસ્તને નજીકના દવાખાને ખસેડાયા હતા.: [874, 199, 1022, 256]
